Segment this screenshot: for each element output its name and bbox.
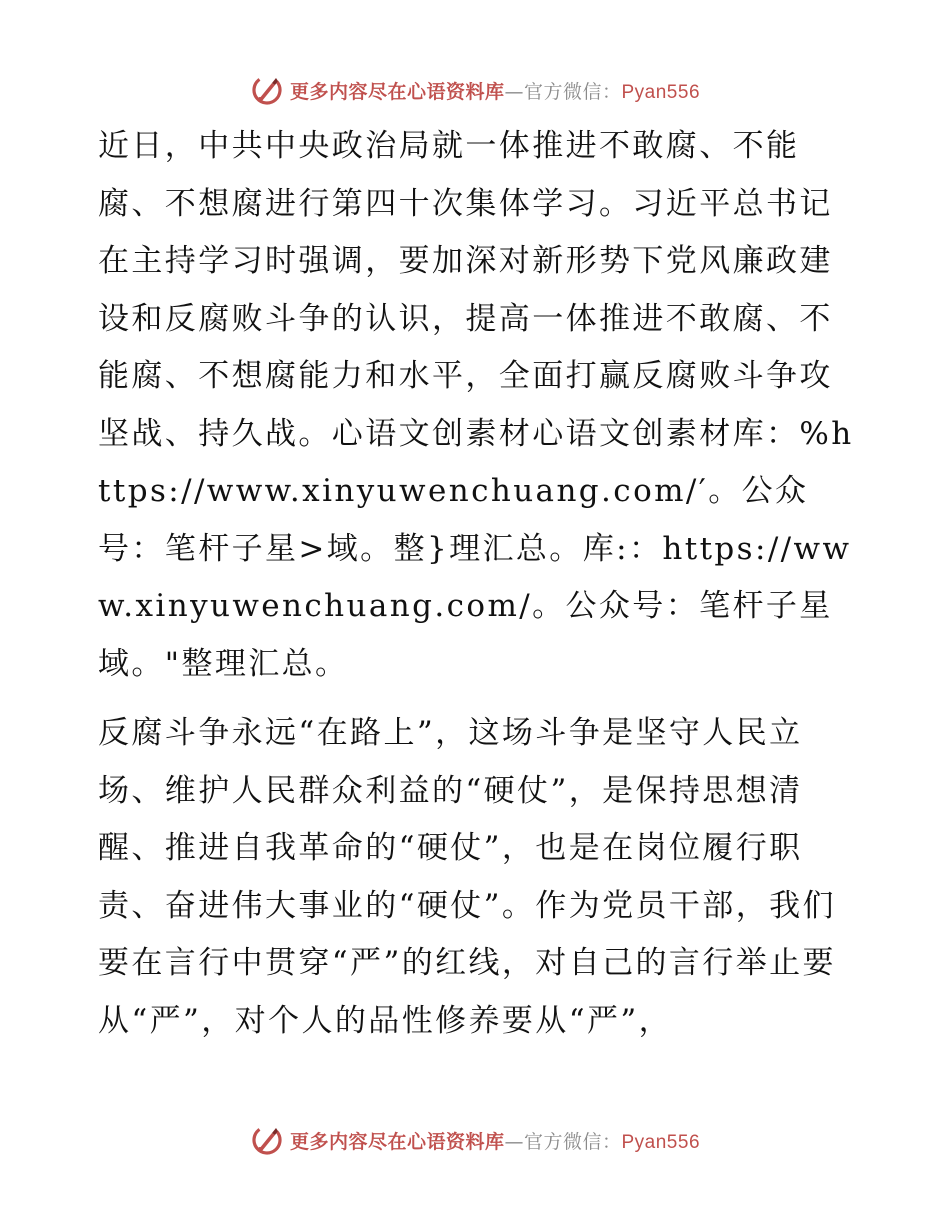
paragraph-1: 近日，中共中央政治局就一体推进不敢腐、不能腐、不想腐进行第四十次集体学习。习近平总书记在主持学习时强调，要加深对新形势下党风廉政建设和反腐败斗争的认识，提高一体推进不敢腐、不能腐、不想腐能力和水平，全面打赢反腐败斗争攻坚战、持久战。心语文创素材心语文创素材库：%https://www.xinyuwenchuang.com/′。公众号：笔杆子星>域。整}理汇总。库:：https://www.xinyuwenchuang.com/。公众号：笔杆子星域。"整理汇总。 [98,128,854,682]
document-body [98,118,858,1062]
footer-wechat-id: Pyan556 [621,1131,701,1153]
footer-separator: — [504,1130,524,1153]
footer-banner-text [290,1127,700,1154]
footer-banner [0,1120,950,1160]
paragraph-2: 反腐斗争永远“在路上”，这场斗争是坚守人民立场、维护人民群众利益的“硬仗”，是保持思想清醒、推进自我革命的“硬仗”，也是在岗位履行职责、奋进伟大事业的“硬仗”。作为党员干部，我们要在言行中贯穿“严”的红线，对自己的言行举止要从“严”，对个人的品性修养要从“严”， [98,715,836,1039]
footer-wechat-label: 官方微信： [523,1130,622,1153]
header-wechat-label: 官方微信： [523,80,622,103]
header-banner-text [290,77,700,104]
brush-pen-logo-icon [250,73,284,107]
header-brand: 更多内容尽在心语资料库 [289,80,505,103]
footer-brand: 更多内容尽在心语资料库 [289,1130,505,1153]
header-banner [0,70,950,110]
header-separator: — [504,80,524,103]
brush-pen-logo-icon [250,1123,284,1157]
header-wechat-id: Pyan556 [621,81,701,103]
